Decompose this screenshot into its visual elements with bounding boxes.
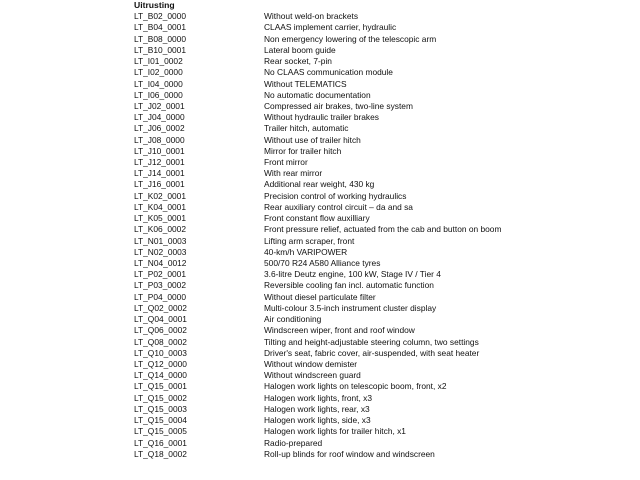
equipment-code: LT_I01_0002	[134, 56, 183, 67]
section-title: Uitrusting	[134, 0, 175, 10]
equipment-description: Compressed air brakes, two-line system	[264, 100, 413, 111]
equipment-code: LT_B10_0001	[134, 44, 186, 55]
equipment-row	[134, 269, 634, 280]
equipment-row	[134, 404, 634, 415]
equipment-description: Front constant flow auxilliary	[264, 213, 370, 224]
equipment-code: LT_Q12_0000	[134, 358, 187, 369]
equipment-code: LT_P03_0002	[134, 280, 186, 291]
equipment-description: Roll-up blinds for roof window and windscreen	[264, 448, 435, 459]
equipment-code: LT_J16_0001	[134, 179, 185, 190]
equipment-row	[134, 45, 634, 56]
equipment-code: LT_I04_0000	[134, 78, 183, 89]
equipment-code: LT_B02_0000	[134, 11, 186, 22]
equipment-description: Without windscreen guard	[264, 370, 361, 381]
equipment-description: With rear mirror	[264, 168, 323, 179]
equipment-code: LT_K02_0001	[134, 190, 186, 201]
equipment-description: No CLAAS communication module	[264, 67, 393, 78]
equipment-row	[134, 314, 634, 325]
equipment-code: LT_Q15_0004	[134, 415, 187, 426]
equipment-row	[134, 292, 634, 303]
equipment-code: LT_J06_0002	[134, 123, 185, 134]
equipment-description: Additional rear weight, 430 kg	[264, 179, 375, 190]
equipment-code: LT_Q18_0002	[134, 448, 187, 459]
equipment-description: Without hydraulic trailer brakes	[264, 112, 379, 123]
equipment-code: LT_K05_0001	[134, 213, 186, 224]
equipment-code: LT_I02_0000	[134, 67, 183, 78]
equipment-row	[134, 426, 634, 437]
equipment-row	[134, 34, 634, 45]
equipment-row	[134, 135, 634, 146]
equipment-description: Halogen work lights for trailer hitch, x1	[264, 426, 406, 437]
equipment-code: LT_K06_0002	[134, 224, 186, 235]
equipment-description: CLAAS implement carrier, hydraulic	[264, 22, 397, 33]
equipment-description: Non emergency lowering of the telescopic arm	[264, 33, 437, 44]
equipment-code: LT_J14_0001	[134, 168, 185, 179]
equipment-code: LT_K04_0001	[134, 201, 186, 212]
equipment-row	[134, 22, 634, 33]
equipment-description: Without diesel particulate filter	[264, 291, 376, 302]
equipment-description: Halogen work lights, front, x3	[264, 392, 372, 403]
equipment-row	[134, 236, 634, 247]
equipment-row	[134, 213, 634, 224]
equipment-code: LT_J10_0001	[134, 145, 185, 156]
equipment-description: Trailer hitch, automatic	[264, 123, 349, 134]
equipment-row	[134, 247, 634, 258]
equipment-code: LT_B08_0000	[134, 33, 186, 44]
equipment-row	[134, 449, 634, 460]
equipment-description: Multi-colour 3.5-inch instrument cluster display	[264, 302, 437, 313]
equipment-row	[134, 179, 634, 190]
equipment-description: Tilting and height-adjustable steering column, two settings	[264, 336, 479, 347]
equipment-code: LT_I06_0000	[134, 89, 183, 100]
equipment-row	[134, 101, 634, 112]
equipment-description: Lateral boom guide	[264, 44, 336, 55]
equipment-row	[134, 191, 634, 202]
equipment-row	[134, 280, 634, 291]
equipment-description: 40-km/h VARIPOWER	[264, 246, 348, 257]
equipment-row	[134, 146, 634, 157]
equipment-code: LT_J12_0001	[134, 157, 185, 168]
equipment-row	[134, 381, 634, 392]
equipment-code: LT_Q10_0003	[134, 347, 187, 358]
equipment-description: Without weld-on brackets	[264, 11, 359, 22]
equipment-description: Front pressure relief, actuated from the cab and button on boom	[264, 224, 502, 235]
equipment-description: Without window demister	[264, 358, 358, 369]
equipment-row	[134, 79, 634, 90]
equipment-description: Driver's seat, fabric cover, air-suspended, with seat heater	[264, 347, 480, 358]
equipment-code: LT_P02_0001	[134, 269, 186, 280]
equipment-code: LT_Q15_0001	[134, 381, 187, 392]
equipment-code: LT_Q06_0002	[134, 325, 187, 336]
equipment-code: LT_B04_0001	[134, 22, 186, 33]
equipment-description: Windscreen wiper, front and roof window	[264, 325, 415, 336]
equipment-description: 3.6-litre Deutz engine, 100 kW, Stage IV / Tier 4	[264, 269, 441, 280]
equipment-code: LT_J02_0001	[134, 100, 185, 111]
equipment-code: LT_P04_0000	[134, 291, 186, 302]
equipment-row	[134, 325, 634, 336]
equipment-description: Rear socket, 7-pin	[264, 56, 332, 67]
equipment-code: LT_J04_0000	[134, 112, 185, 123]
equipment-description: Front mirror	[264, 157, 308, 168]
equipment-row	[134, 157, 634, 168]
equipment-code: LT_J08_0000	[134, 134, 185, 145]
equipment-row	[134, 303, 634, 314]
equipment-description: Without use of trailer hitch	[264, 134, 361, 145]
equipment-code: LT_N04_0012	[134, 258, 187, 268]
equipment-code: LT_Q08_0002	[134, 336, 187, 347]
equipment-code: LT_N02_0003	[134, 246, 187, 257]
equipment-row	[134, 90, 634, 101]
equipment-code: LT_Q15_0005	[134, 426, 187, 437]
equipment-description: Halogen work lights, rear, x3	[264, 403, 370, 414]
equipment-code: LT_Q04_0001	[134, 314, 187, 325]
equipment-description: 500/70 R24 A580 Alliance tyres	[264, 258, 381, 268]
equipment-row	[134, 370, 634, 381]
equipment-description: Without TELEMATICS	[264, 78, 347, 89]
equipment-description: Lifting arm scraper, front	[264, 235, 355, 246]
equipment-description: Halogen work lights, side, x3	[264, 415, 371, 426]
equipment-row	[134, 337, 634, 348]
equipment-row	[134, 202, 634, 213]
equipment-row	[134, 438, 634, 449]
equipment-row	[134, 112, 634, 123]
equipment-document	[134, 0, 634, 460]
equipment-list	[134, 11, 634, 460]
equipment-description: Precision control of working hydraulics	[264, 190, 407, 201]
equipment-row	[134, 415, 634, 426]
equipment-description: Reversible cooling fan incl. automatic function	[264, 280, 434, 291]
equipment-code: LT_Q15_0002	[134, 392, 187, 403]
equipment-code: LT_Q02_0002	[134, 302, 187, 313]
equipment-row	[134, 11, 634, 22]
equipment-row	[134, 168, 634, 179]
equipment-code: LT_Q16_0001	[134, 437, 187, 448]
equipment-row	[134, 123, 634, 134]
equipment-code: LT_N01_0003	[134, 235, 187, 246]
equipment-description: Air conditioning	[264, 314, 322, 325]
equipment-description: Halogen work lights on telescopic boom, front, x2	[264, 381, 447, 392]
equipment-row	[134, 56, 634, 67]
equipment-row	[134, 393, 634, 404]
equipment-description: Mirror for trailer hitch	[264, 145, 342, 156]
equipment-row	[134, 348, 634, 359]
equipment-row	[134, 67, 634, 78]
equipment-description: Rear auxiliary control circuit – da and sa	[264, 201, 413, 212]
equipment-description: Radio-prepared	[264, 437, 323, 448]
equipment-description: No automatic documentation	[264, 89, 371, 100]
equipment-row	[134, 359, 634, 370]
equipment-code: LT_Q15_0003	[134, 403, 187, 414]
equipment-row	[134, 258, 634, 269]
equipment-code: LT_Q14_0000	[134, 370, 187, 381]
equipment-row	[134, 224, 634, 235]
